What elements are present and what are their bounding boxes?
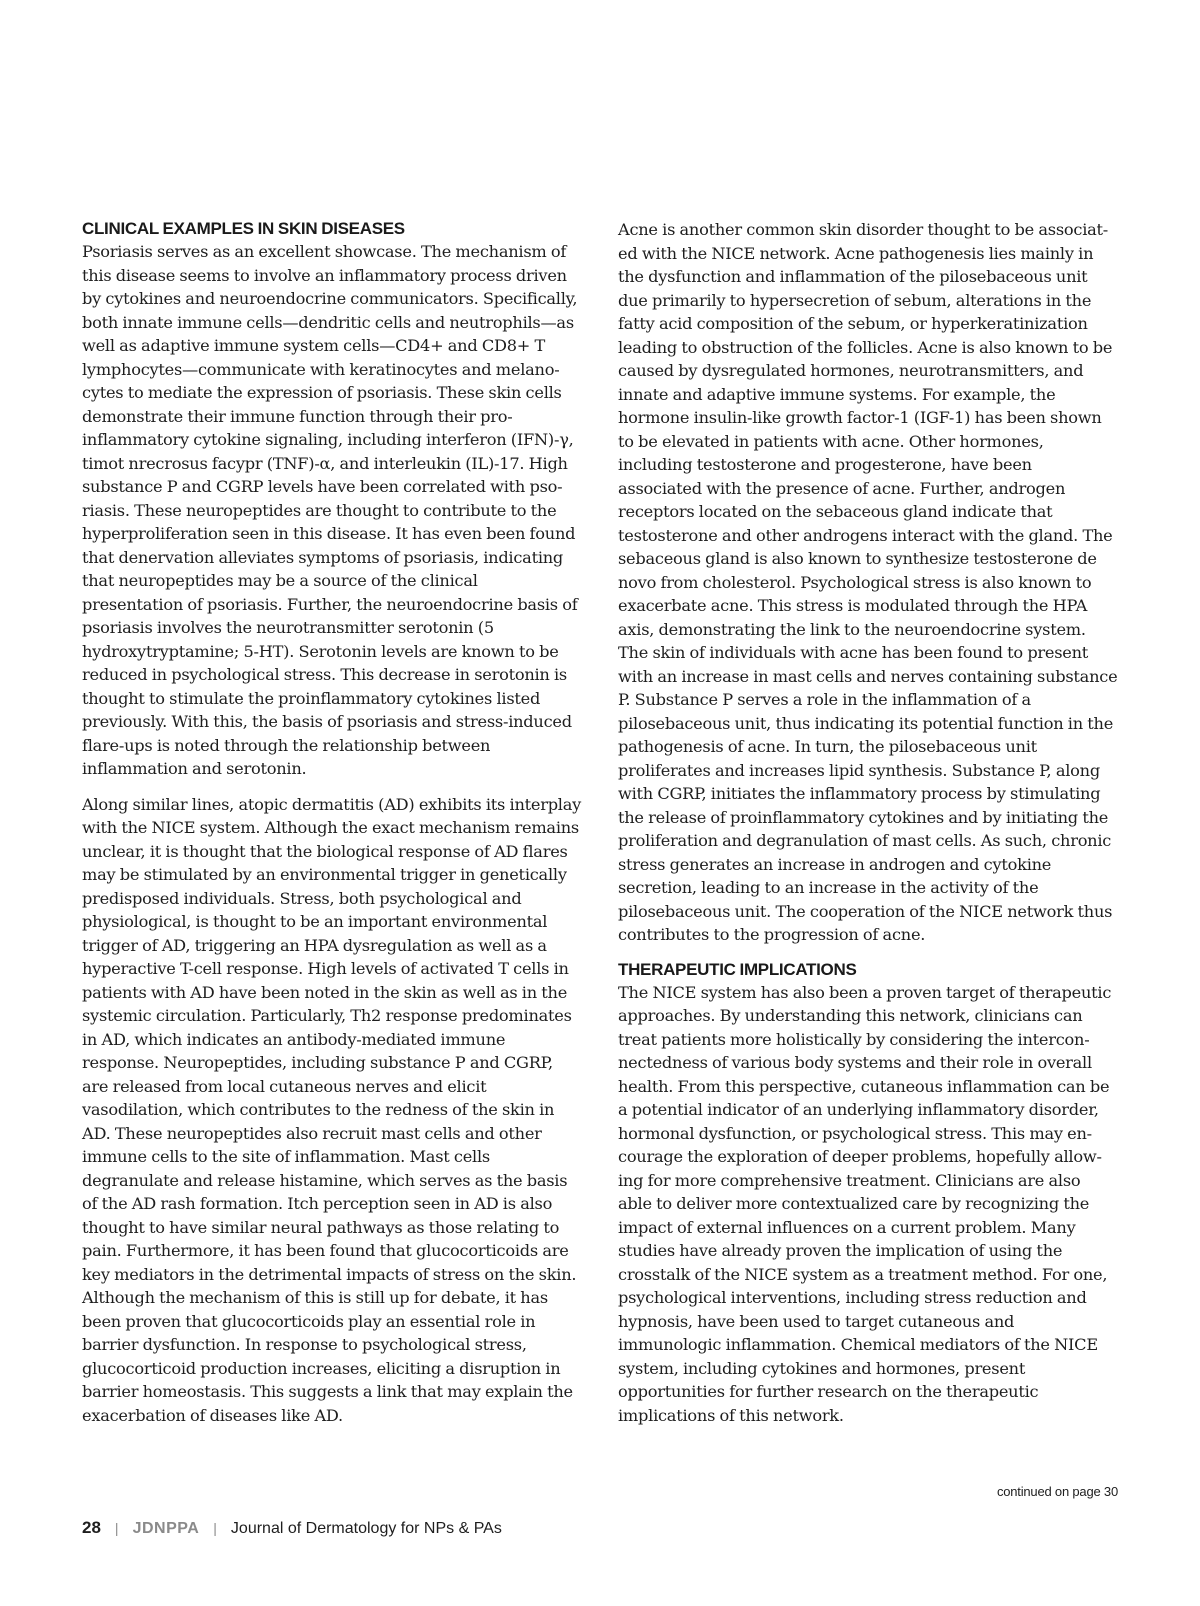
continued-note: continued on page 30 (996, 1484, 1118, 1499)
paragraph-psoriasis: Psoriasis serves as an excellent showcase. The mechanism of this disease seems to involve an inflammatory process driven by cytokines and neuroendocrine communicators. Specifically, both innate immune cells—dendritic cells and neutrophils—as well as adaptive immune system cells—CD4+ and CD8+ T lymphocytes—communicate with keratinocytes and melanocytes to mediate the expression of psoriasis. These skin cells demonstrate their immune function through their pro-inflammatory cytokine signaling, including interferon (IFN)-γ, timot nrecrosus facypr (TNF)-α, and interleukin (IL)-17. High substance P and CGRP levels have been correlated with psoriasis. These neuropeptides are thought to contribute to the hyperproliferation seen in this disease. It has even been found that denervation alleviates symptoms of psoriasis, indicating that neuropeptides may be a source of the clinical presentation of psoriasis. Further, the neuroendocrine basis of psoriasis involves the neurotransmitter serotonin (5 hydroxytryptamine; 5-HT). Serotonin levels are known to be reduced in psychological stress. This decrease in serotonin is thought to stimulate the proinflammatory cytokines listed previously. With this, the basis of psoriasis and stress-induced flare-ups is noted through the relationship between inflammation and serotonin. (82, 242, 578, 778)
footer-separator: | (114, 1520, 119, 1536)
section-heading-clinical-examples: CLINICAL EXAMPLES IN SKIN DISEASES (82, 219, 405, 238)
paragraph-acne: Acne is another common skin disorder thought to be associated with the NICE network. Acne pathogenesis lies mainly in the dysfunction and inflammation of the pilosebaceous unit due primarily to hypersecretion of sebum, alterations in the fatty acid composition of the sebum, or hyperkeratinization leading to obstruction of the follicles. Acne is also known to be caused by dysregulated hormones, neurotransmitters, and innate and adaptive immune systems. For example, the hormone insulin-like growth factor-1 (IGF-1) has been shown to be elevated in patients with acne. Other hormones, including testosterone and progesterone, have been associated with the presence of acne. Further, androgen receptors located on the sebaceous gland indicate that testosterone and other androgens interact with the gland. The sebaceous gland is also known to synthesize testosterone de novo from cholesterol. Psychological stress is also known to exacerbate acne. This stress is modulated through the HPA axis, demonstrating the link to the neuroendocrine system. The skin of individuals with acne has been found to present with an increase in mast cells and nerves containing substance P. Substance P serves a role in the inflammation of a pilosebaceous unit, thus indicating its potential function in the pathogenesis of acne. In turn, the pilosebaceous unit proliferates and increases lipid synthesis. Substance P, along with CGRP, initiates the inflammatory process by stimulating the release of proinflammatory cytokines and by initiating the proliferation and degranulation of mast cells. As such, chronic stress generates an increase in androgen and cytokine secretion, leading to an increase in the activity of the pilosebaceous unit. The cooperation of the NICE network thus contributes to the progression of acne. (618, 220, 1118, 944)
section-heading-therapeutic-implications: THERAPEUTIC IMPLICATIONS (618, 959, 857, 979)
right-column (618, 218, 1118, 1439)
journal-name: Journal of Dermatology for NPs & PAs (230, 1520, 502, 1537)
paragraph-therapeutic: The NICE system has also been a proven target of therapeutic approaches. By understanding this network, clinicians can treat patients more holistically by considering the interconnectedness of various body systems and their role in overall health. From this perspective, cutaneous inflammation can be a potential indicator of an underlying inflammatory disorder, hormonal dysfunction, or psychological stress. This may encourage the exploration of deeper problems, hopefully allowing for more comprehensive treatment. Clinicians are also able to deliver more contextualized care by recognizing the impact of external influences on a current problem. Many studies have already proven the implication of using the crosstalk of the NICE system as a treatment method. For one, psychological interventions, including stress reduction and hypnosis, have been used to target cutaneous and immunologic inflammation. Chemical mediators of the NICE system, including cytokines and hormones, present opportunities for further research on the therapeutic implications of this network. (618, 982, 1112, 1425)
page-footer (82, 1518, 502, 1538)
left-column (82, 218, 582, 1439)
page-number: 28 (82, 1518, 101, 1537)
footer-separator: | (213, 1520, 217, 1536)
journal-abbreviation: JDNPPA (132, 1520, 200, 1537)
paragraph-atopic-dermatitis: Along similar lines, atopic dermatitis (AD) exhibits its interplay with the NICE system. Although the exact mechanism remains unclear, it is thought that the biological response of AD flares may be stimulated by an environmental trigger in genetically predisposed individuals. Stress, both psychological and physiological, is thought to be an important environmental trigger of AD, triggering an HPA dysregulation as well as a hyperactive T-cell response. High levels of activated T cells in patients with AD have been noted in the skin as well as in the systemic circulation. Particularly, Th2 response predominates in AD, which indicates an antibody-mediated immune response. Neuropeptides, including substance P and CGRP, are released from local cutaneous nerves and elicit vasodilation, which contributes to the redness of the skin in AD. These neuropeptides also recruit mast cells and other immune cells to the site of inflammation. Mast cells degranulate and release histamine, which serves as the basis of the AD rash formation. Itch perception seen in AD is also thought to have similar neural pathways as those relating to pain. Furthermore, it has been found that glucocorticoids are key mediators in the detrimental impacts of stress on the skin. Although the mechanism of this is still up for debate, it has been proven that glucocorticoids play an essential role in barrier dysfunction. In response to psychological stress, glucocorticoid production increases, eliciting a disruption in barrier homeostasis. This suggests a link that may explain the exacerbation of diseases like AD. (82, 794, 582, 1425)
